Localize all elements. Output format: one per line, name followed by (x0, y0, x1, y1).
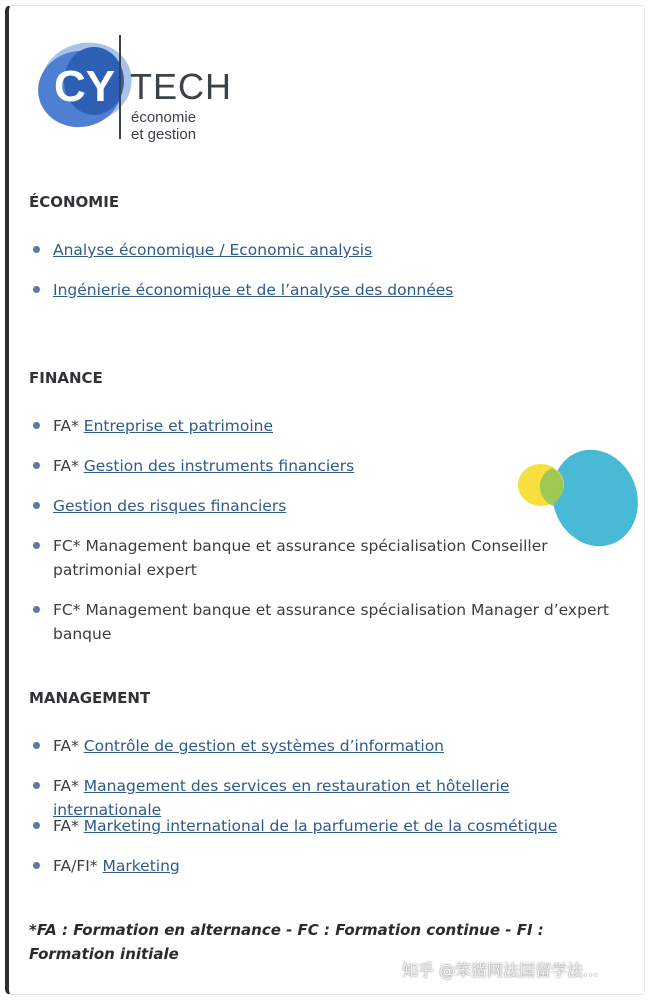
bullet-icon (33, 502, 40, 509)
section-title-management: MANAGEMENT (29, 689, 151, 707)
footnote: *FA : Formation en alternance - FC : Formation continue - FI : Formation initiale (29, 921, 544, 963)
bullet-icon (33, 286, 40, 293)
bullet-icon (33, 822, 40, 829)
logo-subtitle-line1: économie (131, 109, 197, 126)
program-text: Management banque et assurance spécialisation Conseiller patrimonial expert (53, 537, 548, 579)
bullet-icon (33, 542, 40, 549)
program-prefix: FA* (53, 737, 79, 755)
bullet-icon (33, 742, 40, 749)
list-item (33, 598, 618, 646)
section-title-economie: ÉCONOMIE (29, 193, 120, 211)
bullet-icon (33, 606, 40, 613)
logo-subtitle-line2: et gestion (131, 126, 197, 143)
program-prefix: FA* (53, 457, 79, 475)
program-prefix: FA* (53, 817, 79, 835)
program-text: Management banque et assurance spécialisation Manager d’expert banque (53, 601, 609, 643)
bullet-icon (33, 862, 40, 869)
program-prefix: FC* (53, 537, 81, 555)
bullet-icon (33, 422, 40, 429)
program-link[interactable]: Entreprise et patrimoine (83, 417, 273, 435)
list-item (33, 854, 618, 878)
program-link[interactable]: Marketing international de la parfumerie et de la cosmétique (83, 817, 558, 835)
svg-text:CY: CY (54, 62, 116, 111)
watermark: 知乎 @笨猪网法国留学法... (402, 961, 599, 980)
list-item (33, 734, 618, 758)
bullet-icon (33, 462, 40, 469)
logo-name: TECH (130, 66, 232, 107)
list-item (33, 814, 618, 838)
program-prefix: FA* (53, 417, 79, 435)
list-item (33, 414, 618, 438)
program-prefix: FA* (53, 777, 79, 795)
program-link[interactable]: Contrôle de gestion et systèmes d’information (83, 737, 444, 755)
bullet-icon (33, 782, 40, 789)
program-link[interactable]: Marketing (102, 857, 180, 875)
program-link[interactable]: Gestion des risques financiers (53, 497, 287, 515)
section-title-finance: FINANCE (29, 369, 103, 387)
program-link[interactable]: Ingénierie économique et de l’analyse des données (53, 281, 454, 299)
bullet-icon (33, 246, 40, 253)
program-prefix: FA/FI* (53, 857, 98, 875)
program-link[interactable]: Gestion des instruments financiers (83, 457, 355, 475)
program-link[interactable]: Management des services en restauration et hôtellerie internationale (53, 777, 510, 819)
list-item (33, 278, 618, 302)
program-link[interactable]: Analyse économique / Economic analysis (53, 241, 373, 259)
program-prefix: FC* (53, 601, 81, 619)
list-item (33, 238, 618, 262)
decorative-blob (515, 448, 640, 553)
